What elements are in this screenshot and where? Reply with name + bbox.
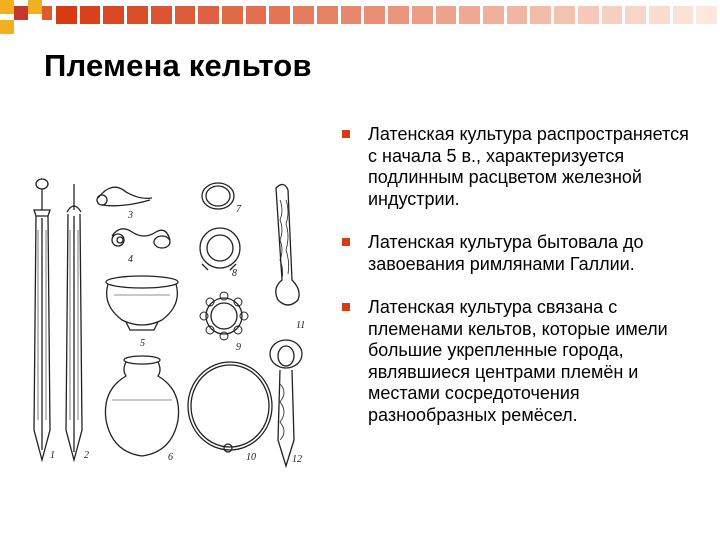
gradient-stripe-segment [673, 6, 694, 24]
vessel-5-drawing [106, 276, 178, 330]
corner-squares-decoration [0, 0, 56, 34]
bullet-item [342, 232, 702, 275]
sword-1-drawing [34, 179, 50, 460]
gradient-stripe-segment [198, 6, 219, 24]
torc-7-drawing [202, 183, 234, 209]
figure-number: 4 [128, 254, 133, 265]
figure-number: 8 [232, 268, 237, 279]
figure-number: 10 [246, 452, 256, 463]
neck-ring-10-drawing [188, 362, 272, 452]
celtic-artifacts-illustration [22, 170, 322, 470]
bullet-text: Латенская культура связана с племенами кельтов, которые имели большие укрепленные города, являвшиеся центрами племён и местами сосредоточения разнообразных ремёсел. [368, 297, 668, 425]
gradient-stripe-segment [578, 6, 599, 24]
dagger-11-drawing [276, 184, 299, 305]
gradient-stripe-bar [56, 6, 720, 24]
gradient-stripe-segment [103, 6, 124, 24]
header-decoration [0, 0, 720, 28]
bullet-list [342, 124, 702, 448]
square-bullet-icon [342, 303, 350, 311]
gradient-stripe-segment [56, 6, 77, 24]
corner-square [28, 0, 42, 14]
gradient-stripe-segment [80, 6, 101, 24]
corner-square [0, 0, 14, 14]
gradient-stripe-segment [554, 6, 575, 24]
corner-square [14, 6, 28, 20]
gradient-stripe-segment [436, 6, 457, 24]
figure-number: 12 [292, 454, 302, 465]
fibula-4-drawing [112, 229, 170, 248]
bullet-text: Латенская культура бытовала до завоевания римлянами Галлии. [368, 232, 644, 274]
sword-2-drawing [66, 184, 82, 460]
figure-number: 3 [128, 210, 133, 221]
gradient-stripe-segment [341, 6, 362, 24]
bullet-item [342, 124, 702, 210]
figure-number: 7 [236, 204, 241, 215]
dagger-12-drawing [270, 340, 302, 466]
gradient-stripe-segment [293, 6, 314, 24]
square-bullet-icon [342, 130, 350, 138]
gradient-stripe-segment [483, 6, 504, 24]
gradient-stripe-segment [246, 6, 267, 24]
gradient-stripe-segment [127, 6, 148, 24]
gradient-stripe-segment [507, 6, 528, 24]
figure-number: 6 [168, 452, 173, 463]
gradient-stripe-segment [625, 6, 646, 24]
bead-ring-9-drawing [200, 292, 248, 340]
fibula-3-drawing [97, 187, 152, 206]
figure-number: 11 [296, 320, 306, 331]
gradient-stripe-segment [269, 6, 290, 24]
square-bullet-icon [342, 238, 350, 246]
gradient-stripe-segment [317, 6, 338, 24]
corner-square [42, 6, 52, 20]
figure-number: 2 [84, 450, 89, 461]
vessel-6-drawing [105, 356, 178, 456]
bullet-item [342, 297, 702, 426]
gradient-stripe-segment [649, 6, 670, 24]
gradient-stripe-segment [175, 6, 196, 24]
gradient-stripe-segment [696, 6, 717, 24]
gradient-stripe-segment [602, 6, 623, 24]
corner-square [0, 20, 14, 34]
gradient-stripe-segment [388, 6, 409, 24]
gradient-stripe-segment [530, 6, 551, 24]
gradient-stripe-segment [412, 6, 433, 24]
figure-number: 9 [236, 342, 241, 353]
bracelet-8-drawing [200, 228, 240, 270]
gradient-stripe-segment [459, 6, 480, 24]
gradient-stripe-segment [151, 6, 172, 24]
bullet-text: Латенская культура распространяется с начала 5 в., характеризуется подлинным расцветом железной индустрии. [368, 124, 689, 209]
gradient-stripe-segment [364, 6, 385, 24]
figure-number: 5 [140, 338, 145, 349]
slide-title: Племена кельтов [44, 48, 312, 83]
figure-number: 1 [50, 450, 55, 461]
gradient-stripe-segment [222, 6, 243, 24]
